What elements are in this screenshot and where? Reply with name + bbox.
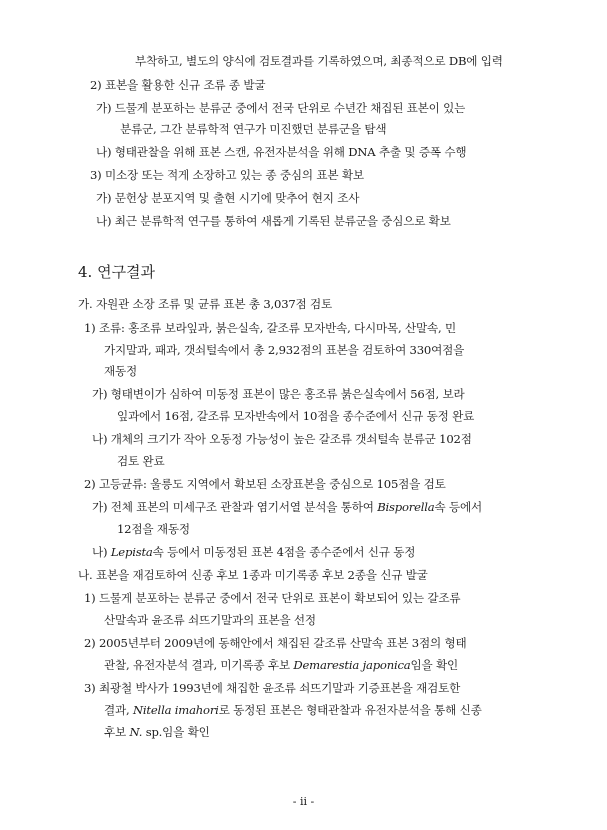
- text-line: 가지말과, 패과, 갯쇠털속에서 총 2,932점의 표본을 검토하여 330여점을: [104, 343, 465, 357]
- text-run: 로 동정된 표본은 형태관찰과 유전자분석을 통해 신종: [218, 703, 482, 717]
- text-line: 검토 완료: [117, 454, 165, 468]
- species-name: Nitella imahori: [132, 703, 219, 717]
- text-run: 후보: [104, 725, 130, 739]
- text-line: 산말속과 윤조류 쇠뜨기말과의 표본을 선정: [104, 613, 316, 627]
- text-run: 임을 확인: [410, 658, 458, 672]
- text-line: 12점을 재동정: [117, 522, 190, 536]
- list-item: 가) 형태변이가 심하여 미동정 표본이 많은 홍조류 붉은실속에서 56점, 보라: [92, 387, 465, 401]
- text-run: 가) 전체 표본의 미세구조 관찰과 염기서열 분석을 통하여: [92, 500, 378, 514]
- list-item: 1) 조류: 홍조류 보라잎과, 붉은실속, 갈조류 모자반속, 다시마목, 산말속, 민: [84, 321, 456, 335]
- list-item: 가) 드물게 분포하는 분류군 중에서 전국 단위로 수년간 채집된 표본이 있는: [96, 101, 466, 115]
- text-line: 잎과에서 16점, 갈조류 모자반속에서 10점을 종수준에서 신규 동정 완료: [117, 409, 475, 423]
- list-item: 나) 형태관찰을 위해 표본 스캔, 유전자분석을 위해 DNA 추출 및 증폭 수행: [96, 145, 467, 159]
- list-item: 나. 표본을 재검토하여 신종 후보 1종과 미기록종 후보 2종을 신규 발굴: [78, 568, 428, 582]
- text-line: [104, 724, 210, 740]
- genus-name: Bisporella: [377, 500, 435, 514]
- list-item: [92, 544, 415, 560]
- text-line: 분류군, 그간 분류학적 연구가 미진했던 분류군을 탐색: [120, 122, 387, 136]
- text-run: 속 등에서 미동정된 표본 4점을 종수준에서 신규 동정: [152, 545, 416, 559]
- text-line: 부착하고, 별도의 양식에 검토결과를 기록하였으며, 최종적으로 DB에 입력: [135, 54, 503, 68]
- list-item: 2) 표본을 활용한 신규 조류 종 발굴: [90, 78, 266, 92]
- section-heading: 4. 연구결과: [78, 263, 156, 281]
- list-item: 2) 고등균류: 울릉도 지역에서 확보된 소장표본을 중심으로 105점을 검토: [84, 477, 446, 491]
- text-run: sp.임을 확인: [142, 725, 210, 739]
- list-item: 가. 자원관 소장 조류 및 균류 표본 총 3,037점 검토: [78, 297, 333, 311]
- text-line: 재동정: [104, 364, 137, 378]
- list-item: 2) 2005년부터 2009년에 동해안에서 채집된 갈조류 산말속 표본 3점의 형태: [84, 636, 467, 650]
- list-item: 나) 최근 분류학적 연구를 통하여 새롭게 기록된 분류군을 중심으로 확보: [96, 214, 451, 228]
- text-run: 결과,: [104, 703, 133, 717]
- list-item: 나) 개체의 크기가 작아 오동정 가능성이 높은 갈조류 갯쇠털속 분류군 102점: [92, 432, 472, 446]
- list-item: 3) 미소장 또는 적게 소장하고 있는 종 중심의 표본 확보: [90, 168, 364, 182]
- page-number: - ii -: [292, 795, 315, 808]
- species-name: Demarestia japonica: [293, 658, 411, 672]
- genus-name: Lepista: [110, 545, 153, 559]
- list-item: [92, 499, 482, 515]
- text-line: [104, 657, 458, 673]
- list-item: 1) 드물게 분포하는 분류군 중에서 전국 단위로 표본이 확보되어 있는 갈조류: [84, 591, 461, 605]
- text-run: 관찰, 유전자분석 결과, 미기록종 후보: [104, 658, 294, 672]
- list-item: 3) 최광철 박사가 1993년에 채집한 윤조류 쇠뜨기말과 기증표본을 재검토한: [84, 681, 461, 695]
- text-run: 나): [92, 545, 111, 559]
- genus-abbreviation: N.: [129, 725, 143, 739]
- text-run: 속 등에서: [434, 500, 482, 514]
- text-line: [104, 702, 482, 718]
- list-item: 가) 문헌상 분포지역 및 출현 시기에 맞추어 현지 조사: [96, 191, 360, 205]
